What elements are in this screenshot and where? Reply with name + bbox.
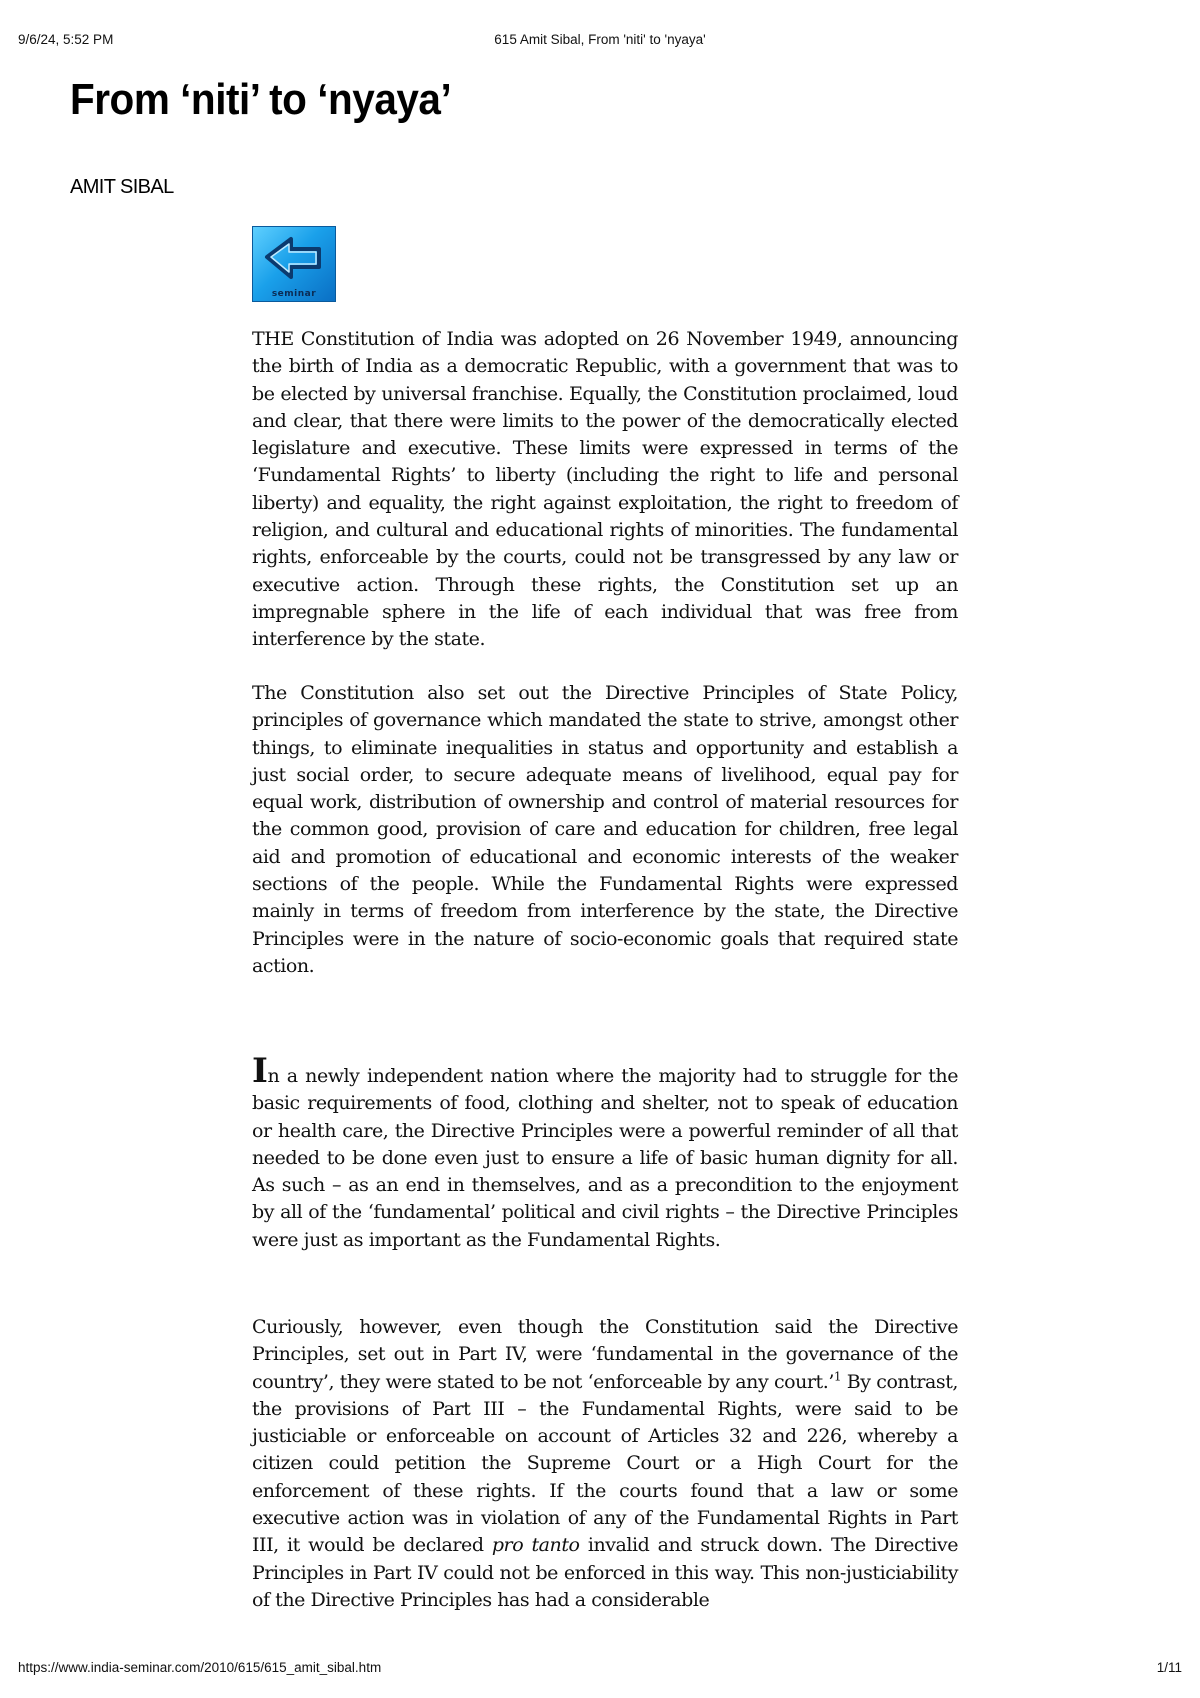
paragraph-text — [252, 1314, 958, 1614]
print-header — [18, 32, 1182, 50]
print-footer — [18, 1660, 1182, 1678]
print-timestamp: 9/6/24, 5:52 PM — [18, 32, 114, 47]
paragraph-text-part: invalid and struck down. The Directive Principles in Part IV could not be enforced in this way. This non-justiciability of the Directive Principles has had a considerable — [252, 1534, 959, 1611]
article-paragraph — [252, 1051, 958, 1254]
paragraph-text-rest: n a newly independent nation where the majority had to struggle for the basic requirements of food, clothing and shelter, not to speak of education or health care, the Directive Principles were a powerful reminder of all that needed to be done even just to ensure a life of basic human dignity for all. As such – as an end in themselves, and as a precondition to the enjoyment by all of the ‘fundamental’ political and civil rights – the Directive Principles were just as important as the Fundamental Rights. — [252, 1065, 958, 1251]
print-url: https://www.india-seminar.com/2010/615/615_amit_sibal.htm — [18, 1660, 382, 1675]
italic-term: pro tanto — [491, 1534, 580, 1557]
paragraph-text-part: By contrast, the provisions of Part III – the Fundamental Rights, were said to be justiciable or enforceable on account of Articles 32 and 226, whereby a citizen could petition the Supreme Court or a High Court for the enforcement of these rights. If the courts found that a law or some executive action was in violation of any of the Fundamental Rights in Part III, it would be declared — [252, 1370, 958, 1557]
back-to-seminar-button[interactable] — [252, 226, 336, 302]
paragraph-text: THE Constitution of India was adopted on 26 November 1949, announcing the birth of India as a democratic Republic, with a government that was to be elected by universal franchise. Equally, the Constitution proclaimed, loud and clear, that there were limits to the power of the democratically elected legislature and executive. These limits were expressed in terms of the ‘Fundamental Rights’ to liberty (including the right to life and personal liberty) and equality, the right against exploitation, the right to freedom of religion, and cultural and educational rights of minorities. The fundamental rights, enforceable by the courts, could not be transgressed by any law or executive action. Through these rights, the Constitution set up an impregnable sphere in the life of each individual that was free from interference by the state. — [252, 328, 958, 651]
article-paragraph — [252, 326, 958, 654]
print-page-number: 1/11 — [1156, 1660, 1182, 1675]
paragraph-text-part: Curiously, however, even though the Constitution said the Directive Principles, set out in Part IV, were ‘fundamental in the governance of the country’, they were stated to be not ‘enforceable by any court.’ — [252, 1316, 958, 1393]
article-paragraph — [252, 1314, 958, 1614]
paragraph-text — [252, 1051, 958, 1254]
seminar-logo-text: seminar — [271, 289, 317, 299]
footnote-ref-link[interactable]: 1 — [833, 1369, 842, 1384]
article-author: AMIT SIBAL — [70, 176, 174, 198]
article-title: From ‘niti’ to ‘nyaya’ — [70, 75, 452, 124]
back-arrow-icon — [261, 233, 329, 285]
article-paragraph — [252, 680, 958, 980]
print-page-title: 615 Amit Sibal, From 'niti' to 'nyaya' — [494, 32, 706, 47]
paragraph-text: The Constitution also set out the Directive Principles of State Policy, principles of governance which mandated the state to strive, amongst other things, to eliminate inequalities in status and opportunity and establish a just social order, to secure adequate means of livelihood, equal pay for equal work, distribution of ownership and control of material resources for the common good, provision of care and education for children, free legal aid and promotion of educational and economic interests of the weaker sections of the people. While the Fundamental Rights were expressed mainly in terms of freedom from interference by the state, the Directive Principles were in the nature of socio-economic goals that required state action. — [252, 682, 958, 977]
drop-cap: I — [252, 1051, 268, 1091]
